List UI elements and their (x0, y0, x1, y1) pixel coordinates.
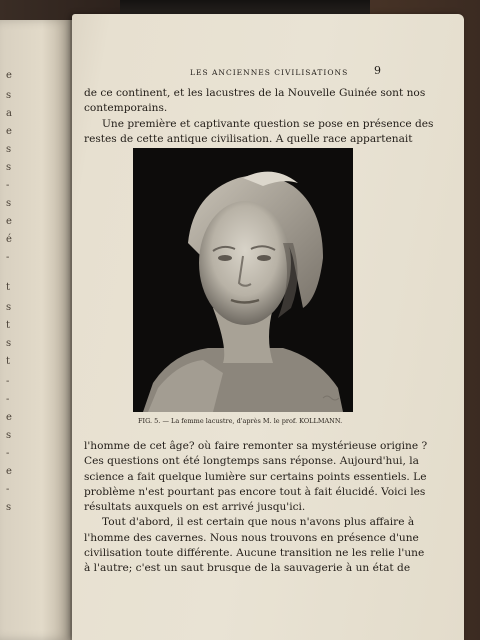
left-page-letter: - (6, 394, 10, 405)
text-line: de ce continent, et les lacustres de la Nouvelle Guinée sont nos (84, 87, 426, 99)
text-line: l'homme des cavernes. Nous nous trouvons en présence d'une (84, 531, 419, 544)
left-page-letter: s (6, 430, 12, 441)
left-page-letter: s (6, 90, 12, 101)
left-page-letter: t (6, 282, 11, 293)
left-page-letter: s (6, 162, 12, 173)
left-page-letter: s (6, 302, 12, 313)
left-page-letter: a (6, 108, 12, 119)
left-page-letter: - (6, 484, 10, 495)
text-line: Tout d'abord, il est certain que nous n'avons plus affaire à (102, 516, 415, 529)
text-line: science a fait quelque lumière sur certains points essentiels. Le (84, 470, 427, 483)
left-page-letter: s (6, 502, 12, 513)
left-page-letter: e (6, 412, 12, 423)
left-page-letter: - (6, 376, 10, 387)
running-title: LES ANCIENNES CIVILISATIONS (190, 68, 349, 77)
sculpture-illustration (133, 148, 353, 412)
bottom-text-block (84, 439, 428, 577)
top-text-block (84, 86, 434, 147)
text-line: l'homme de cet âge? où faire remonter sa mystérieuse origine ? (84, 440, 428, 452)
left-page-letter: s (6, 198, 12, 209)
left-page-letter: t (6, 356, 11, 367)
left-page-letter: t (6, 320, 11, 331)
left-page-letter: - (6, 180, 10, 191)
text-line: restes de cette antique civilisation. A quelle race appartenait (84, 132, 413, 145)
text-line: problème n'est pourtant pas encore tout à fait élucidé. Voici les (84, 485, 426, 498)
text-line: contemporains. (84, 102, 168, 115)
text-line: civilisation toute différente. Aucune transition ne les relie l'une (84, 547, 425, 560)
left-page-letter: - (6, 448, 10, 459)
sculpture-photo (133, 148, 353, 412)
text-line: Une première et captivante question se pose en présence des (102, 117, 434, 130)
left-page-letter: e (6, 466, 12, 477)
text-line: Ces questions ont été longtemps sans réponse. Aujourd'hui, la (84, 455, 419, 468)
left-page-letter: - (6, 252, 10, 263)
left-page-letter: é (6, 234, 12, 245)
figure-caption: FIG. 5. — La femme lacustre, d'après M. le prof. KOLLMANN. (138, 417, 343, 425)
book-page (72, 14, 464, 640)
left-page-letter: s (6, 338, 12, 349)
left-page-letter: e (6, 216, 12, 227)
left-page-letter: e (6, 70, 12, 81)
left-page-letter: s (6, 144, 12, 155)
text-line: résultats auxquels on est arrivé jusqu'ici. (84, 501, 306, 514)
text-line: à l'autre; c'est un saut brusque de la sauvagerie à un état de (84, 562, 411, 575)
page-number: 9 (374, 64, 381, 77)
left-page-edge (0, 20, 72, 640)
left-page-letter: e (6, 126, 12, 137)
